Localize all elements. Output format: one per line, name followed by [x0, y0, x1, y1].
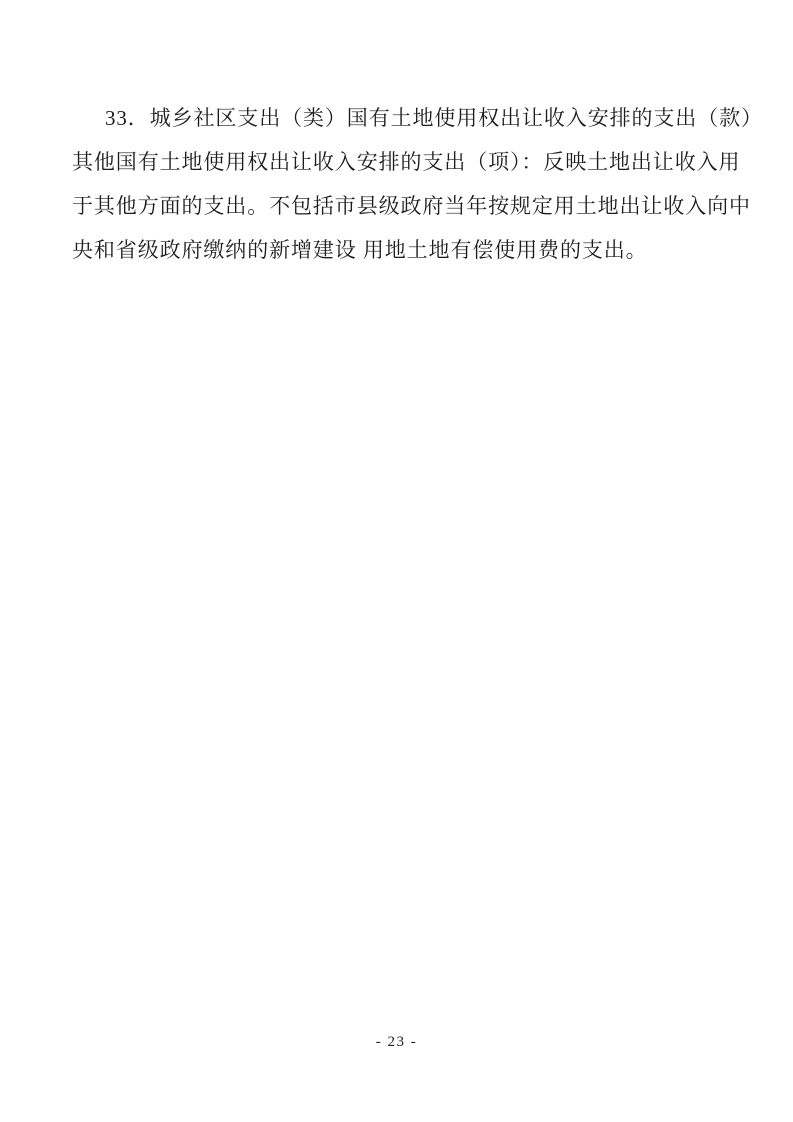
paragraph-line-1: 33．城乡社区支出（类）国有土地使用权出让收入安排的支出（款） [105, 106, 763, 130]
paragraph-line-2: 其他国有土地使用权出让收入安排的支出（项）：反映土地出让收入用 [72, 150, 741, 174]
page-footer [0, 1033, 793, 1051]
paragraph-item-33 [72, 96, 763, 272]
paragraph-line-3: 于其他方面的支出。不包括市县级政府当年按规定用土地出让收入向中 [72, 194, 751, 218]
paragraph-line-4: 央和省级政府缴纳的新增建设 用地土地有偿使用费的支出。 [72, 238, 648, 262]
page-number: - 23 - [375, 1034, 418, 1050]
